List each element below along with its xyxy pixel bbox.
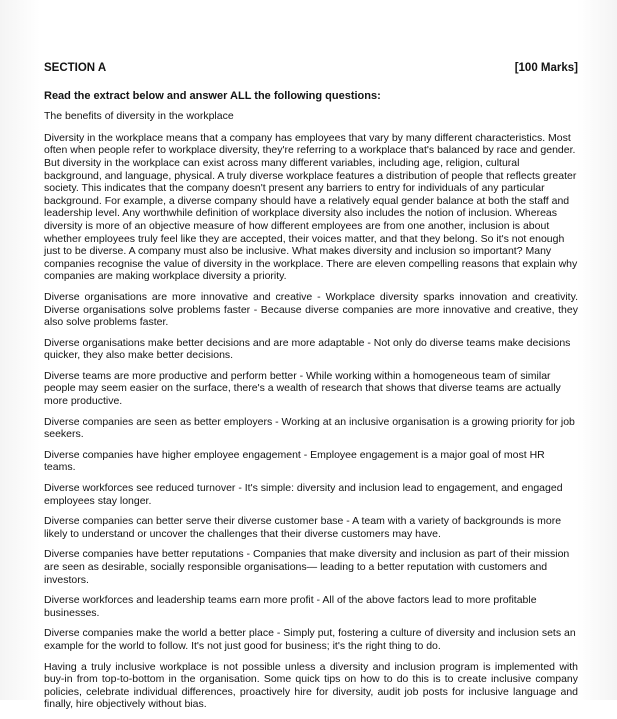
section-title: SECTION A <box>44 62 107 74</box>
paragraph-engagement: Diverse companies have higher employee engagement - Employee engagement is a major goal of most HR teams. <box>44 448 545 474</box>
section-header <box>44 62 578 75</box>
paragraph-better-world: Diverse companies make the world a better place - Simply put, fostering a culture of diversity and inclusion sets an example for the world to follow. It's not just good for business; it's the right thing to do. <box>44 627 576 652</box>
paragraph-decisions: Diverse organisations make better decisions and are more adaptable - Not only do diverse teams make decisions quicker, they also make better decisions. <box>44 336 571 362</box>
paragraph-productive: Diverse teams are more productive and perform better - While working within a homogeneous team of similar people may seem easier on the surface, there's a wealth of research that shows that diverse teams are actually more productive. <box>44 369 561 408</box>
paragraph-conclusion: Having a truly inclusive workplace is not possible unless a diversity and inclusion program is implemented with buy-in from top-to-bottom in the organisation. Some quick tips on how to do this is to create inclusive company policies, celebrate individual differences, proactively hire for diversity, audit job posts for inclusive language and finally, hire objectively without bias. <box>44 660 578 711</box>
paragraph-employers: Diverse companies are seen as better employers - Working at an inclusive organisation is a growing priority for job seekers. <box>44 415 575 441</box>
paragraph-customer-base: Diverse companies can better serve their diverse customer base - A team with a variety of backgrounds is more likely to understand or uncover the challenges that their diverse customers may have. <box>44 515 562 540</box>
paragraph-intro: Diversity in the workplace means that a company has employees that vary by many different characteristics. Most often when people refer to workplace diversity, they're referring to a workplace that's balanced by race and gender. But diversity in the workplace can exist across many different variables, including age, religion, cultural background, and language, physical. A truly diverse workplace features a distribution of people that reflects greater society. This indicates that the company doesn't present any barriers to entry for individuals of any particular background. For example, a diverse company should have a relatively equal gender balance at both the staff and leadership level. Any worthwhile definition of workplace diversity also includes the notion of inclusion. Whereas diversity is more of an objective measure of how different employees are from one another, inclusion is about whether employees truly feel like they are accepted, their voices matter, and that they belong. So it's not enough just to be diverse. A company must also be inclusive. What makes diversity and inclusion so important? Many companies recognise the value of diversity in the workplace. There are eleven compelling reasons that explain why companies are making workplace diversity a priority. <box>44 131 578 283</box>
extract-title: The benefits of diversity in the workplace <box>44 110 234 123</box>
marks-label: [100 Marks] <box>514 62 578 74</box>
instruction-text: Read the extract below and answer ALL the following questions: <box>44 89 381 102</box>
paragraph-innovative: Diverse organisations are more innovative and creative - Workplace diversity sparks innovation and creativity. Diverse organisations solve problems faster - Because diverse companies are more innovative and creative, they also solve problems faster. <box>44 290 578 329</box>
document-content <box>44 62 578 719</box>
paragraph-turnover: Diverse workforces see reduced turnover - It's simple: diversity and inclusion lead to engagement, and engaged employees stay longer. <box>44 482 563 507</box>
paragraph-reputations: Diverse companies have better reputations - Companies that make diversity and inclusion as part of their mission are seen as desirable, socially responsible organisations— leading to a better reputation with customers and investors. <box>44 548 570 586</box>
paragraph-profit: Diverse workforces and leadership teams earn more profit - All of the above factors lead to more profitable businesses. <box>44 594 537 619</box>
